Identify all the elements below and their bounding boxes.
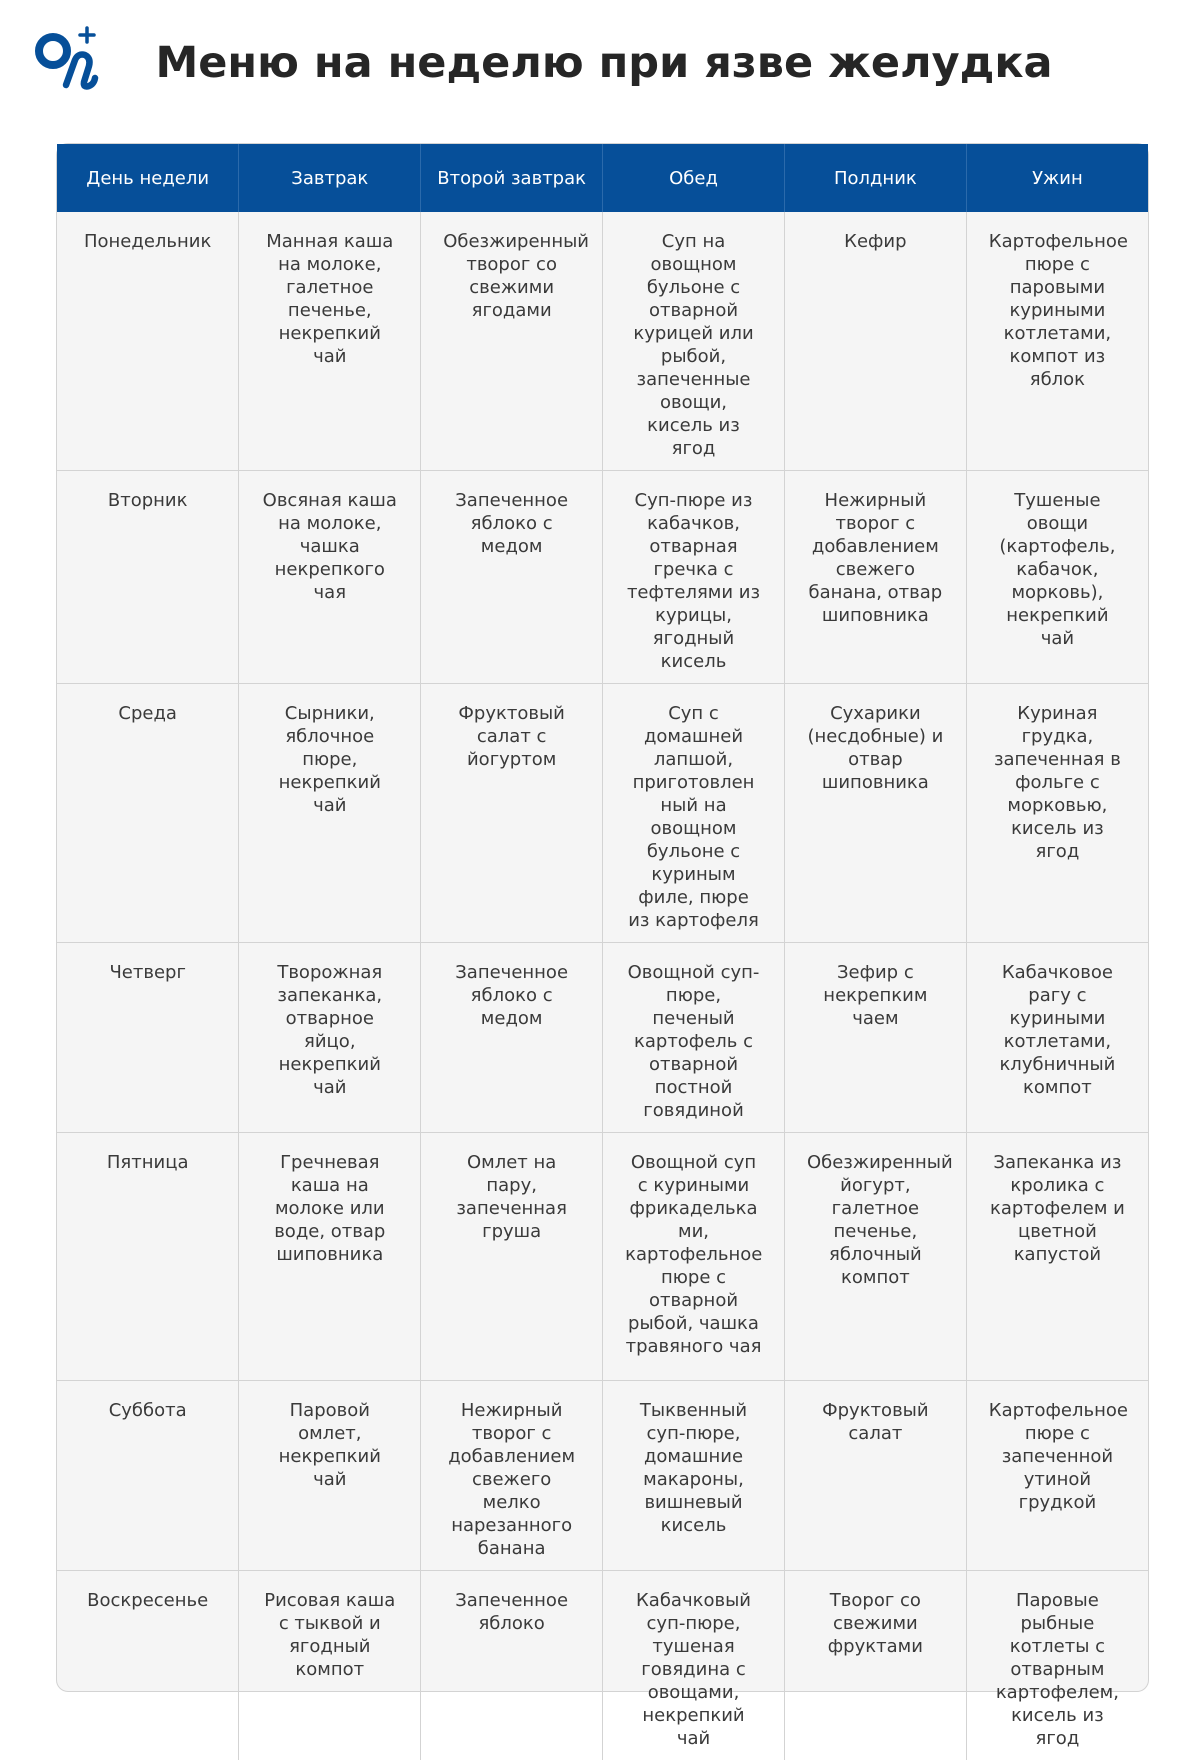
dinner-cell: Картофельное пюре с запеченной утиной грудкой	[966, 1381, 1148, 1571]
breakfast-cell: Паровой омлет, некрепкий чай	[239, 1381, 421, 1571]
header-lunch: Обед	[603, 144, 785, 212]
lunch-cell: Суп-пюре из кабачков, отварная гречка с тефтелями из курицы, ягодный кисель	[603, 471, 785, 684]
header-snack: Полдник	[784, 144, 966, 212]
day-cell: Воскресенье	[57, 1571, 239, 1760]
header-dinner: Ужин	[966, 144, 1148, 212]
second-breakfast-cell: Обезжиренный творог со свежими ягодами	[421, 212, 603, 471]
dinner-cell: Куриная грудка, запеченная в фольге с морковью, кисель из ягод	[966, 684, 1148, 943]
second-breakfast-cell: Нежирный творог с добавлением свежего мелко нарезанного банана	[421, 1381, 603, 1571]
day-cell: Четверг	[57, 943, 239, 1133]
breakfast-cell: Рисовая каша с тыквой и ягодный компот	[239, 1571, 421, 1760]
second-breakfast-cell: Запеченное яблоко	[421, 1571, 603, 1760]
header-second-breakfast: Второй завтрак	[421, 144, 603, 212]
day-cell: Суббота	[57, 1381, 239, 1571]
header-breakfast: Завтрак	[239, 144, 421, 212]
day-cell: Пятница	[57, 1133, 239, 1381]
snack-cell: Зефир с некрепким чаем	[784, 943, 966, 1133]
second-breakfast-cell: Фруктовый салат с йогуртом	[421, 684, 603, 943]
second-breakfast-cell: Запеченное яблоко с медом	[421, 943, 603, 1133]
table-row	[57, 1381, 1148, 1571]
second-breakfast-cell: Омлет на пару, запеченная груша	[421, 1133, 603, 1381]
dinner-cell: Паровые рыбные котлеты с отварным картофелем, кисель из ягод	[966, 1571, 1148, 1760]
snack-cell: Обезжиренный йогурт, галетное печенье, яблочный компот	[784, 1133, 966, 1381]
snack-cell: Нежирный творог с добавлением свежего банана, отвар шиповника	[784, 471, 966, 684]
table-row	[57, 1571, 1148, 1760]
snack-cell: Фруктовый салат	[784, 1381, 966, 1571]
lunch-cell: Суп на овощном бульоне с отварной курицей или рыбой, запеченные овощи, кисель из ягод	[603, 212, 785, 471]
table-row	[57, 943, 1148, 1133]
header-day: День недели	[57, 144, 239, 212]
dinner-cell: Кабачковое рагу с куриными котлетами, клубничный компот	[966, 943, 1148, 1133]
day-cell: Понедельник	[57, 212, 239, 471]
dinner-cell: Картофельное пюре с паровыми куриными котлетами, компот из яблок	[966, 212, 1148, 471]
snack-cell: Творог со свежими фруктами	[784, 1571, 966, 1760]
breakfast-cell: Овсяная каша на молоке, чашка некрепкого чая	[239, 471, 421, 684]
breakfast-cell: Манная каша на молоке, галетное печенье, некрепкий чай	[239, 212, 421, 471]
table-header-row	[57, 144, 1148, 212]
breakfast-cell: Гречневая каша на молоке или воде, отвар шиповника	[239, 1133, 421, 1381]
menu-table	[56, 143, 1149, 1692]
breakfast-cell: Сырники, яблочное пюре, некрепкий чай	[239, 684, 421, 943]
table-row	[57, 684, 1148, 943]
table-row	[57, 212, 1148, 471]
lunch-cell: Овощной суп-пюре, печеный картофель с отварной постной говядиной	[603, 943, 785, 1133]
dinner-cell: Тушеные овощи (картофель, кабачок, морковь), некрепкий чай	[966, 471, 1148, 684]
lunch-cell: Овощной суп с куриными фрикаделька ми, картофельное пюре с отварной рыбой, чашка травяного чая	[603, 1133, 785, 1381]
day-cell: Среда	[57, 684, 239, 943]
snack-cell: Сухарики (несдобные) и отвар шиповника	[784, 684, 966, 943]
day-cell: Вторник	[57, 471, 239, 684]
table-row	[57, 1133, 1148, 1381]
page-title: Меню на неделю при язве желудка	[0, 38, 1200, 88]
lunch-cell: Кабачковый суп-пюре, тушеная говядина с овощами, некрепкий чай	[603, 1571, 785, 1760]
dinner-cell: Запеканка из кролика с картофелем и цветной капустой	[966, 1133, 1148, 1381]
breakfast-cell: Творожная запеканка, отварное яйцо, некрепкий чай	[239, 943, 421, 1133]
snack-cell: Кефир	[784, 212, 966, 471]
lunch-cell: Тыквенный суп-пюре, домашние макароны, вишневый кисель	[603, 1381, 785, 1571]
second-breakfast-cell: Запеченное яблоко с медом	[421, 471, 603, 684]
lunch-cell: Суп с домашней лапшой, приготовлен ный на овощном бульоне с куриным филе, пюре из картофеля	[603, 684, 785, 943]
table-row	[57, 471, 1148, 684]
